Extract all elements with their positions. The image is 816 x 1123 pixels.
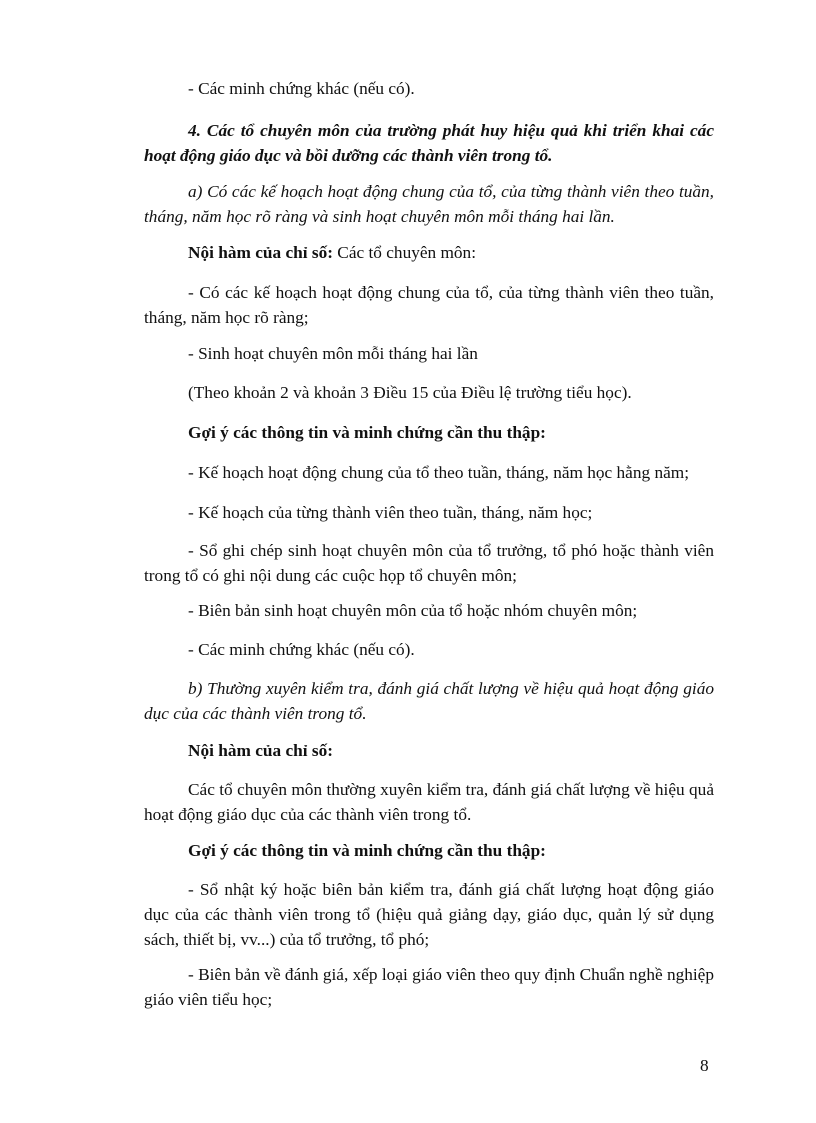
evidence-item: - Biên bản sinh hoạt chuyên môn của tổ hoặc nhóm chuyên môn; (188, 601, 638, 620)
evidence-other-item: - Các minh chứng khác (nếu có). (188, 79, 415, 98)
indicator-scope-text: Các tổ chuyên môn: (332, 243, 477, 262)
evidence-item: - Sổ ghi chép sinh hoạt chuyên môn của tổ trưởng, tổ phó hoặc thành viên trong tổ có ghi nội dung các cuộc họp tổ chuyên môn; (144, 541, 714, 585)
indicator-scope-label: Nội hàm của chỉ số: (188, 243, 333, 262)
indicator-scope-label: Nội hàm của chỉ số: (188, 741, 333, 760)
scope-reference: (Theo khoản 2 và khoản 3 Điều 15 của Điều lệ trường tiểu học). (188, 383, 632, 402)
evidence-item: - Kế hoạch hoạt động chung của tổ theo tuần, tháng, năm học hằng năm; (188, 463, 690, 482)
indicator-b-heading: b) Thường xuyên kiểm tra, đánh giá chất lượng về hiệu quả hoạt động giáo dục của các thành viên trong tổ. (144, 679, 714, 723)
evidence-heading: Gợi ý các thông tin và minh chứng cần thu thập: (188, 423, 546, 442)
evidence-item: - Sổ nhật ký hoặc biên bản kiểm tra, đánh giá chất lượng hoạt động giáo dục của các thành viên trong tổ (hiệu quả giảng dạy, giáo dục, quản lý sử dụng sách, thiết bị, vv...) của tổ trưởng, tổ phó; (144, 880, 714, 949)
evidence-item: - Biên bản về đánh giá, xếp loại giáo viên theo quy định Chuẩn nghề nghiệp giáo viên tiểu học; (144, 965, 714, 1009)
evidence-heading: Gợi ý các thông tin và minh chứng cần thu thập: (188, 841, 546, 860)
evidence-item: - Kế hoạch của từng thành viên theo tuần, tháng, năm học; (188, 503, 593, 522)
indicator-a-heading: a) Có các kế hoạch hoạt động chung của tổ, của từng thành viên theo tuần, tháng, năm học rõ ràng và sinh hoạt chuyên môn mỗi tháng hai lần. (144, 182, 714, 226)
evidence-item: - Các minh chứng khác (nếu có). (188, 640, 415, 659)
scope-item-meetings: - Sinh hoạt chuyên môn mỗi tháng hai lần (188, 344, 478, 363)
scope-item-plans: - Có các kế hoạch hoạt động chung của tổ, của từng thành viên theo tuần, tháng, năm học rõ ràng; (144, 283, 714, 327)
criterion-4-heading: 4. Các tổ chuyên môn của trường phát huy hiệu quả khi triển khai các hoạt động giáo dục và bồi dưỡng các thành viên trong tổ. (144, 121, 714, 165)
indicator-scope-line (144, 240, 714, 265)
page-number: 8 (700, 1056, 709, 1075)
indicator-scope-text: Các tổ chuyên môn thường xuyên kiểm tra, đánh giá chất lượng về hiệu quả hoạt động giáo dục của các thành viên trong tổ. (144, 780, 714, 824)
